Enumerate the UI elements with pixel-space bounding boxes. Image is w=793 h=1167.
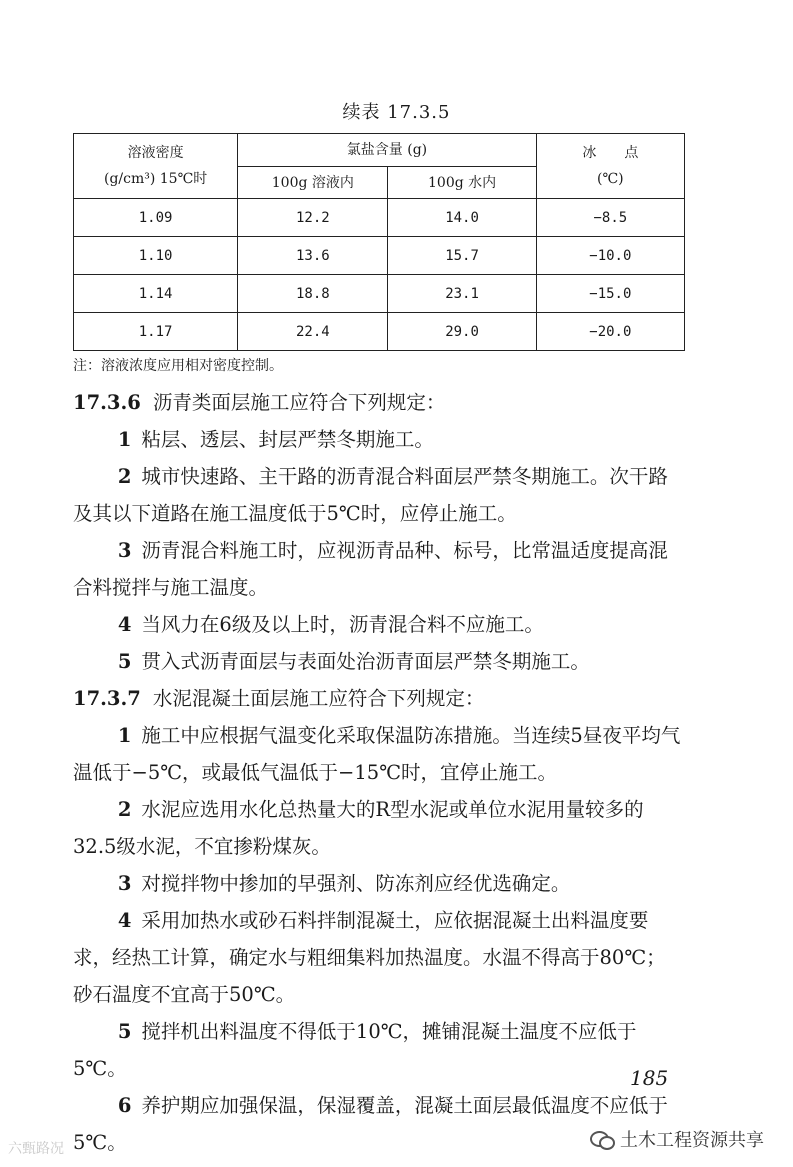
cell: 13.6 — [238, 237, 388, 275]
table-row — [74, 275, 685, 313]
cell: 1.17 — [74, 313, 238, 351]
list-item — [73, 643, 685, 680]
item-text: 施工中应根据气温变化采取保温防冻措施。当连续5昼夜平均气温低于−5℃，或最低气温低于−15℃时，宜停止施工。 — [73, 724, 681, 784]
list-item — [73, 532, 685, 606]
list-item — [73, 902, 685, 1013]
item-text: 当风力在6级及以上时，沥青混合料不应施工。 — [141, 613, 544, 636]
item-number: 1 — [117, 724, 132, 747]
item-number: 2 — [117, 465, 132, 488]
table-caption: 续表 17.3.5 — [342, 102, 451, 123]
item-text: 贯入式沥青面层与表面处治沥青面层严禁冬期施工。 — [141, 650, 590, 673]
header-density — [74, 134, 238, 199]
header-freezing-line2: (℃) — [597, 171, 624, 187]
cell: 29.0 — [388, 313, 536, 351]
cell: 1.10 — [74, 237, 238, 275]
cell: 18.8 — [238, 275, 388, 313]
item-number: 6 — [117, 1094, 132, 1117]
section-number: 17.3.7 — [73, 687, 141, 710]
item-text: 养护期应加强保温，保湿覆盖，混凝土面层最低温度不应低于5℃。 — [73, 1094, 668, 1154]
header-density-line1: 溶液密度 — [127, 145, 184, 161]
cell: 15.7 — [388, 237, 536, 275]
item-text: 水泥应选用水化总热量大的R型水泥或单位水泥用量较多的32.5级水泥，不宜掺粉煤灰。 — [73, 798, 644, 858]
item-number: 3 — [117, 872, 132, 895]
cell: 1.14 — [74, 275, 238, 313]
header-freezing-line1: 冰 点 — [582, 145, 639, 161]
cell: 12.2 — [238, 199, 388, 237]
item-text: 对搅拌物中掺加的早强剂、防冻剂应经优选确定。 — [141, 872, 571, 895]
section-title: 沥青类面层施工应符合下列规定： — [152, 391, 446, 414]
wechat-icon — [590, 1129, 614, 1149]
cell: −15.0 — [536, 275, 684, 313]
page-number: 185 — [630, 1066, 669, 1090]
item-number: 5 — [117, 1020, 132, 1043]
item-text: 粘层、透层、封层严禁冬期施工。 — [141, 428, 434, 451]
data-table — [73, 133, 685, 351]
table-row — [74, 313, 685, 351]
section-number: 17.3.6 — [73, 391, 141, 414]
list-item — [73, 458, 685, 532]
list-item — [73, 791, 685, 865]
section-heading-17-3-6 — [73, 384, 685, 421]
item-text: 采用加热水或砂石料拌制混凝土，应依据混凝土出料温度要求，经热工计算，确定水与粗细集料加热温度。水温不得高于80℃；砂石温度不宜高于50℃。 — [73, 909, 666, 1006]
table-row — [74, 199, 685, 237]
list-item — [73, 421, 685, 458]
cell: −20.0 — [536, 313, 684, 351]
cell: 1.09 — [74, 199, 238, 237]
item-text: 城市快速路、主干路的沥青混合料面层严禁冬期施工。次干路及其以下道路在施工温度低于5℃时，应停止施工。 — [73, 465, 668, 525]
item-number: 5 — [117, 650, 132, 673]
header-per-water: 100g 水内 — [388, 167, 536, 199]
table-note: 注：溶液浓度应用相对密度控制。 — [73, 358, 283, 374]
item-number: 4 — [117, 613, 132, 636]
section-title: 水泥混凝土面层施工应符合下列规定： — [152, 687, 485, 710]
item-number: 1 — [117, 428, 132, 451]
cell: −10.0 — [536, 237, 684, 275]
header-freezing-point — [536, 134, 684, 199]
cell: 22.4 — [238, 313, 388, 351]
header-chloride-group: 氯盐含量 (g) — [238, 134, 536, 167]
list-item — [73, 1013, 685, 1087]
section-heading-17-3-7 — [73, 680, 685, 717]
watermark-right-text: 土木工程资源共享 — [620, 1130, 764, 1151]
item-number: 4 — [117, 909, 132, 932]
header-per-solution: 100g 溶液内 — [238, 167, 388, 199]
list-item — [73, 717, 685, 791]
item-text: 沥青混合料施工时，应视沥青品种、标号，比常温适度提高混合料搅拌与施工温度。 — [73, 539, 668, 599]
cell: 14.0 — [388, 199, 536, 237]
item-text: 搅拌机出料温度不得低于10℃，摊铺混凝土温度不应低于5℃。 — [73, 1020, 637, 1080]
watermark-right — [590, 1126, 764, 1152]
table-row — [74, 237, 685, 275]
header-density-line2: (g/cm³) 15℃时 — [103, 171, 208, 187]
item-number: 2 — [117, 798, 132, 821]
list-item — [73, 606, 685, 643]
watermark-left: 六甄路况 — [8, 1141, 64, 1157]
body-text — [73, 384, 685, 1161]
list-item — [73, 865, 685, 902]
cell: −8.5 — [536, 199, 684, 237]
item-number: 3 — [117, 539, 132, 562]
cell: 23.1 — [388, 275, 536, 313]
